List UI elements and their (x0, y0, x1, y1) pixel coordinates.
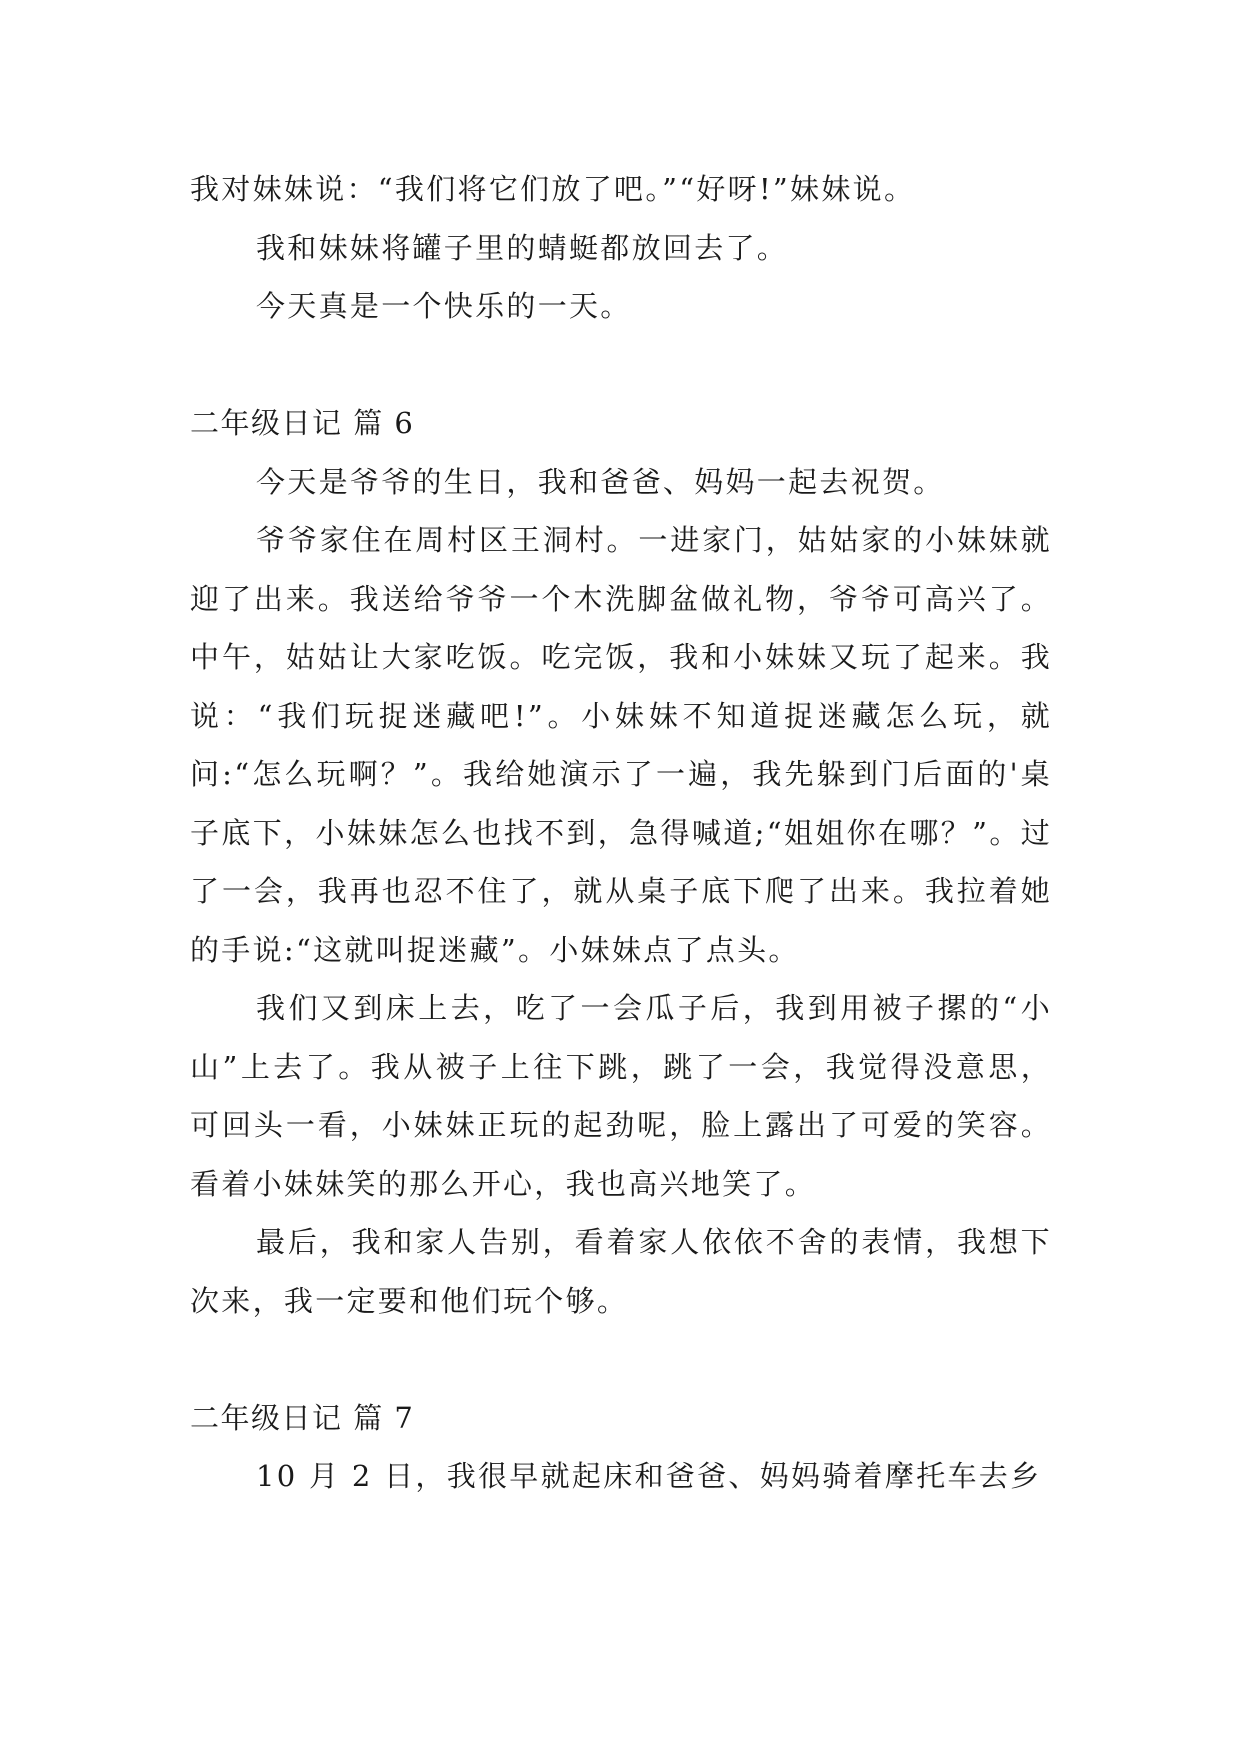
paragraph: 爷爷家住在周村区王洞村。一进家门，姑姑家的小妹妹就迎了出来。我送给爷爷一个木洗脚盆做礼物，爷爷可高兴了。中午，姑姑让大家吃饭。吃完饭，我和小妹妹又玩了起来。我说：“我们玩捉迷藏吧!”。小妹妹不知道捉迷藏怎么玩，就问:“怎么玩啊？”。我给她演示了一遍，我先躲到门后面的'桌子底下，小妹妹怎么也找不到，急得喊道;“姐姐你在哪？”。过了一会，我再也忍不住了，就从桌子底下爬了出来。我拉着她的手说:“这就叫捉迷藏”。小妹妹点了点头。 (190, 523, 1052, 967)
document-page (190, 160, 1052, 1506)
paragraph: 最后，我和家人告别，看着家人依依不舍的表情，我想下次来，我一定要和他们玩个够。 (190, 1225, 1052, 1318)
paragraph: 10 月 2 日，我很早就起床和爸爸、妈妈骑着摩托车去乡 (256, 1459, 1042, 1493)
paragraph: 我对妹妹说：“我们将它们放了吧。”“好呀!”妹妹说。 (190, 172, 916, 206)
paragraph: 我们又到床上去，吃了一会瓜子后，我到用被子摞的“小山”上去了。我从被子上往下跳，跳了一会，我觉得没意思，可回头一看，小妹妹正玩的起劲呢，脸上露出了可爱的笑容。看着小妹妹笑的那么开心，我也高兴地笑了。 (190, 991, 1052, 1201)
paragraph: 今天真是一个快乐的一天。 (256, 289, 632, 323)
section-gap (190, 1330, 1052, 1389)
section-gap (190, 336, 1052, 395)
paragraph: 今天是爷爷的生日，我和爸爸、妈妈一起去祝贺。 (256, 464, 945, 499)
section-title: 二年级日记 篇 7 (190, 1400, 415, 1435)
paragraph: 我和妹妹将罐子里的蜻蜓都放回去了。 (256, 230, 789, 265)
section-title: 二年级日记 篇 6 (190, 406, 415, 440)
